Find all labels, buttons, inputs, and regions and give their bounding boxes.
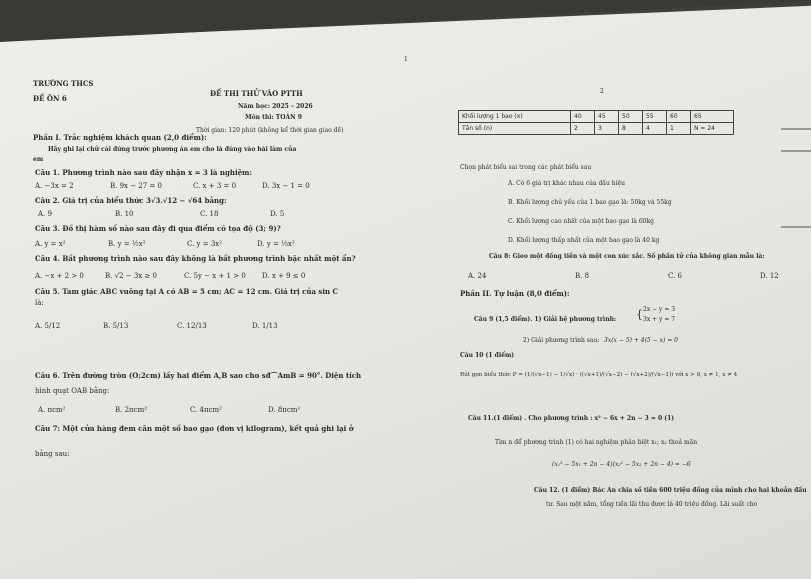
q2-option-d: D. 5 [270,210,285,218]
q4-option-b: B. √2 − 3x ≥ 0 [105,272,157,280]
question-8: Câu 8: Gieo một đồng tiền và một con xúc xắc. Số phần tử của không gian mẫu là: [489,253,765,260]
q7-option-d: D. Khối lượng thấp nhất của một bao gạo là 40 kg [508,237,660,244]
page-edge-line [781,150,811,152]
q7-option-b: B. Khối lượng chủ yếu của 1 bao gạo là: 50kg và 55kg [508,199,672,206]
page-number: 1 [404,56,408,63]
q2-option-c: C. 18 [200,210,219,218]
table-cell: 8 [619,123,643,135]
q6-option-d: D. 8πcm² [268,406,301,414]
q4-option-d: D. x + 9 ≤ 0 [262,272,306,280]
q3-option-b: B. y = ½x² [108,240,146,248]
question-2: Câu 2. Giá trị của biểu thức 3√3.√12 − √64 bằng: [35,196,227,205]
exam-id: ĐỀ ÔN 6 [33,94,67,103]
q11-equation: (x₁² − 5x₁ + 2n − 4)(x₂² − 5x₂ + 2n − 4) = −6 [552,461,691,468]
q4-option-a: A. −x + 2 > 0 [35,272,84,280]
question-5-cont: là: [35,299,44,307]
q5-option-d: D. 1/13 [252,322,278,330]
question-7: Câu 7: Một cửa hàng đem cân một số bao gạo (đơn vị kilogram), kết quả ghi lại ở [35,424,354,433]
q6-option-a: A. πcm² [38,406,66,414]
q10-expression: Rút gọn biểu thức P = (1/(√x−1) − 1/√x) · ((√x+1)/(√x−2) − (√x+2)/(√x−1)) với x > 0, x ≠ 1, x ≠ 4 [460,372,738,378]
table-cell: 50 [619,111,643,123]
q6-option-b: B. 2πcm² [115,406,148,414]
q9-system-eq1: 2x − y = 3 [643,306,676,313]
page-edge-line [781,128,811,130]
table-header-cell: Khối lượng 1 bao (x) [459,111,571,123]
table-header-cell: Tần số (n) [459,123,571,135]
frequency-table [458,110,734,135]
question-9: Câu 9 (1,5 điểm). 1) Giải hệ phương trình: [474,316,617,323]
subject: Môn thi: TOÁN 9 [245,114,302,121]
exam-title: ĐỀ THI THỬ VÀO PTTH [210,89,303,98]
q8-option-b: B. 8 [575,272,590,280]
part1-instruction: Hãy ghi lại chữ cái đứng trước phương án em cho là đúng vào bài làm của [48,146,297,153]
q3-option-c: C. y = 3x² [187,240,223,248]
table-row [459,123,734,135]
question-6-cont: hình quạt OAB bằng: [35,387,110,395]
table-row [459,111,734,123]
q8-option-d: D. 12 [760,272,779,280]
q2-option-b: B. 10 [115,210,134,218]
part2-title: Phần II. Tự luận (8,0 điểm): [460,289,570,298]
table-cell: 40 [571,111,595,123]
q1-option-b: B. 9x − 27 = 0 [110,182,162,190]
corner-mark: 2 [600,88,604,95]
q2-option-a: A. 9 [38,210,52,218]
question-11: Câu 11.(1 điểm) . Cho phương trình : x² − 6x + 2n − 3 = 0 (1) [468,415,675,422]
table-cell: 2 [571,123,595,135]
q4-option-c: C. 5y − x + 1 > 0 [184,272,246,280]
question-7-cont: bảng sau: [35,450,70,458]
q5-option-b: B. 5/13 [103,322,129,330]
table-cell: 45 [595,111,619,123]
part1-title: Phần I. Trắc nghiệm khách quan (2,0 điểm): [33,133,207,142]
q9-part2: 2) Giải phương trình sau: [523,337,600,344]
system-brace: { [636,308,643,321]
table-cell: N = 24 [691,123,734,135]
part1-instruction-cont: em [33,156,44,163]
q8-option-a: A. 24 [468,272,487,280]
q11-condition: Tìm n để phương trình (1) có hai nghiệm phân biệt x₁; x₂ thoả mãn [495,439,698,446]
question-10: Câu 10 (1 điểm) [460,352,515,359]
question-12-cont: tư. Sau một năm, tổng tiền lãi thu được là 40 triệu đồng. Lãi suất cho [546,501,758,508]
question-5: Câu 5. Tam giác ABC vuông tại A có AB = 5 cm; AC = 12 cm. Giá trị của sin C [35,287,339,296]
q9-part2-equation: 3x(x − 5) + 4(5 − x) = 0 [604,337,678,344]
q8-option-c: C. 6 [668,272,683,280]
table-cell: 60 [667,111,691,123]
q3-option-d: D. y = ⅓x² [257,240,295,248]
table-cell: 1 [667,123,691,135]
exam-time: Thời gian: 120 phút (không kể thời gian giao đề) [196,127,344,134]
school-name: TRƯỜNG THCS [33,79,94,88]
q7-option-a: A. Có 6 giá trị khác nhau của dấu hiệu [508,180,625,187]
question-12: Câu 12. (1 điểm) Bác An chia số tiền 600 triệu đồng của mình cho hai khoản đầu [534,487,807,494]
q1-option-a: A. −3x = 2 [35,182,74,190]
q3-option-a: A. y = x² [35,240,66,248]
q6-option-c: C. 4πcm² [190,406,222,414]
table-cell: 3 [595,123,619,135]
table-cell: 4 [643,123,667,135]
q7-option-c: C. Khối lượng cao nhất của một bao gạo là 60kg [508,218,654,225]
table-cell: 65 [691,111,734,123]
q1-option-c: C. x + 3 = 0 [193,182,237,190]
question-3: Câu 3. Đồ thị hàm số nào sau đây đi qua điểm có tọa độ (3; 9)? [35,224,281,233]
question-6: Câu 6. Trên đường tròn (O;2cm) lấy hai điểm A,B sao cho sđ⌒AmB = 90°. Diện tích [35,371,362,380]
school-year: Năm học: 2025 – 2026 [238,103,313,110]
page-edge-line [781,226,811,228]
q9-system-eq2: 3x + y = 7 [643,316,676,323]
q5-option-a: A. 5/12 [35,322,61,330]
q7-prompt: Chọn phát biểu sai trong các phát biểu sau [460,164,592,171]
question-4: Câu 4. Bất phương trình nào sau đây không là bất phương trình bậc nhất một ẩn? [35,254,356,263]
table-cell: 55 [643,111,667,123]
q5-option-c: C. 12/13 [177,322,207,330]
question-1: Câu 1. Phương trình nào sau đây nhận x = 3 là nghiệm: [35,168,253,177]
q1-option-d: D. 3x − 1 = 0 [262,182,310,190]
